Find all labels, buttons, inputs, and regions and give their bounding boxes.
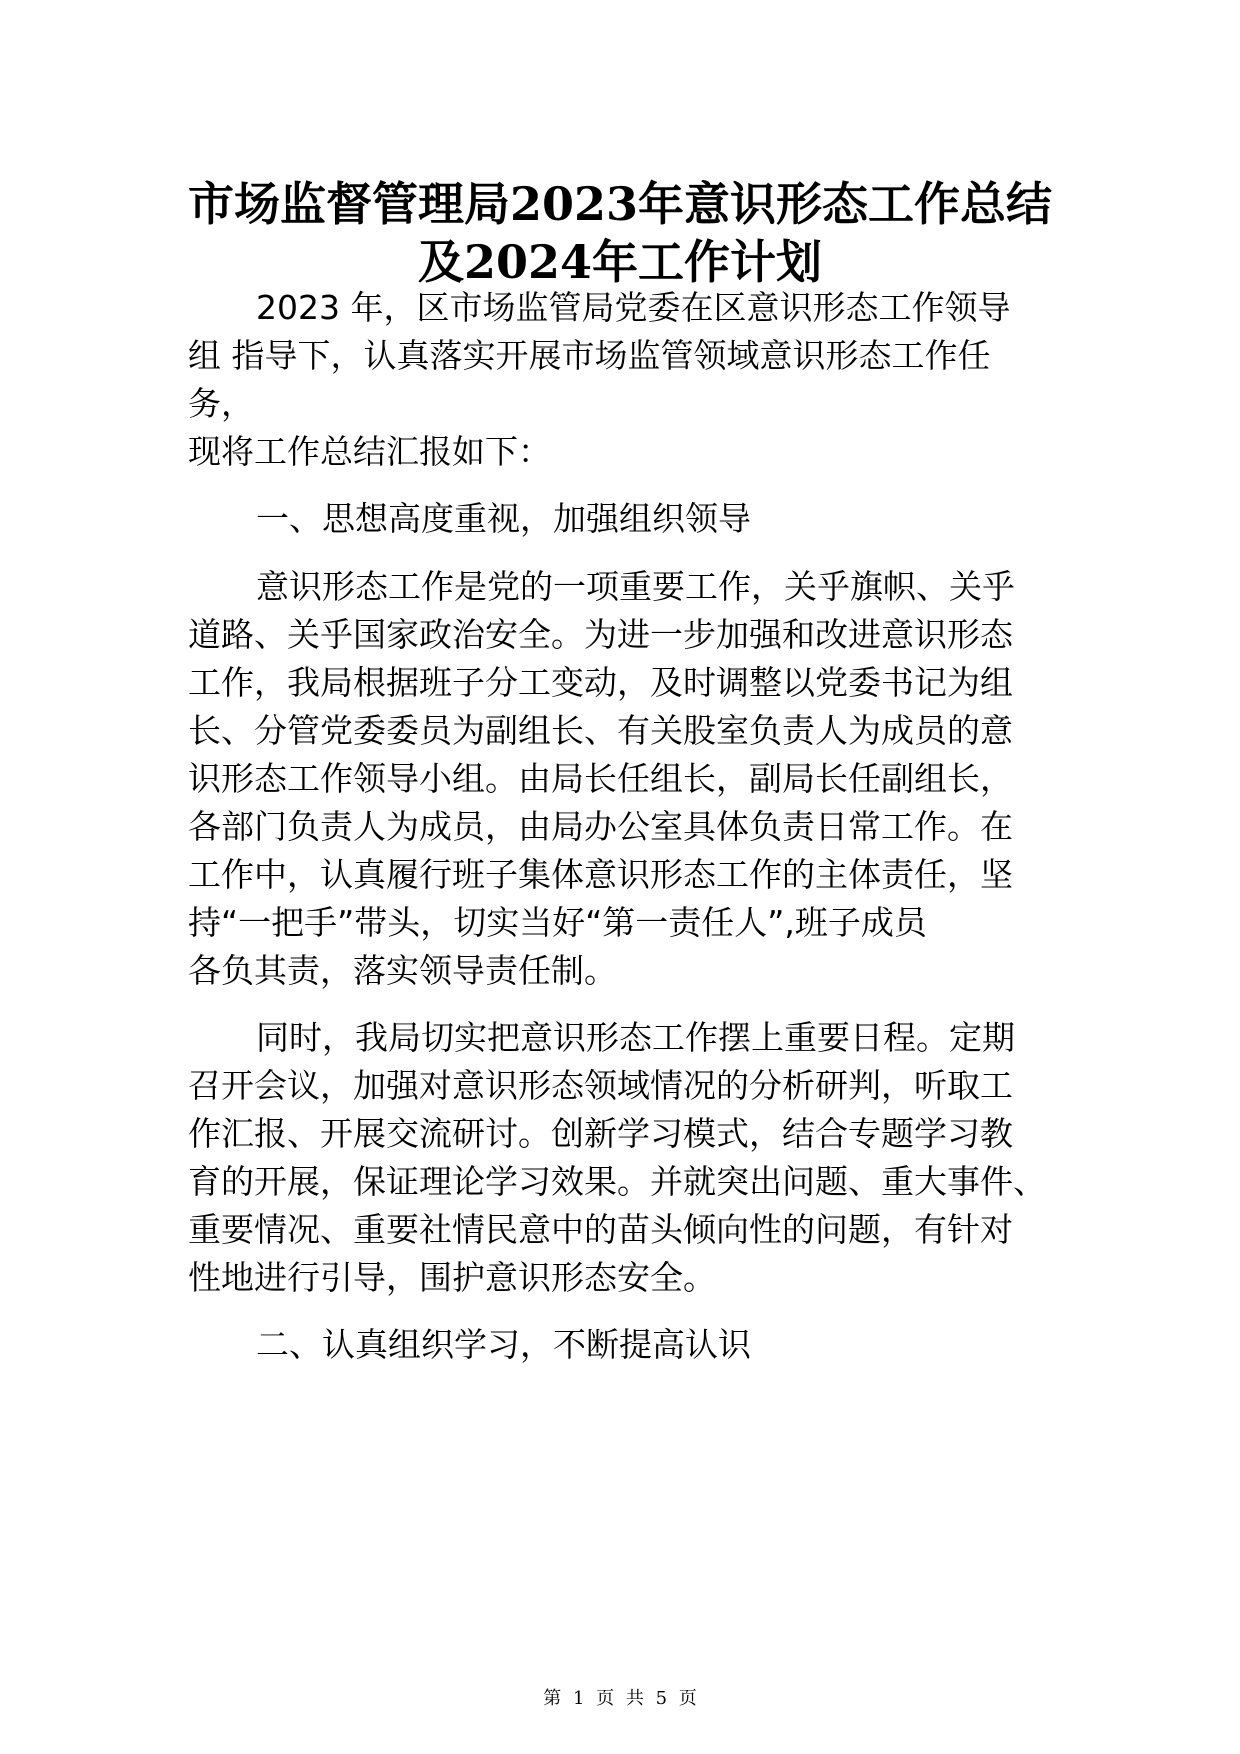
document-title: [150, 175, 1090, 291]
intro-line-2: 组 指导下，认真落实开展市场监管领域意识形态工作任: [188, 336, 991, 375]
para2-line-4: 育的开展，保证理论学习效果。并就突出问题、重大事件、: [188, 1162, 1046, 1201]
para1-line-2: 道路、关乎国家政治安全。为进一步加强和改进意识形态: [188, 615, 1013, 654]
para1-line-3: 工作，我局根据班子分工变动，及时调整以党委书记为组: [188, 663, 1013, 702]
page-footer: 第 1 页 共 5 页: [543, 1688, 697, 1709]
intro-line-1: 2023 年，区市场监管局党委在区意识形态工作领导: [256, 288, 1011, 327]
para2-line-2: 召开会议，加强对意识形态领域情况的分析研判，听取工: [188, 1066, 1013, 1105]
para1-line-7: 工作中，认真履行班子集体意识形态工作的主体责任，坚: [188, 855, 1013, 894]
para1-line-5: 识形态工作领导小组。由局长任组长，副局长任副组长，: [188, 759, 1013, 798]
section-2-heading: 二、认真组织学习，不断提高认识: [256, 1325, 751, 1364]
intro-line-4: 现将工作总结汇报如下：: [188, 432, 551, 471]
para1-line-6: 各部门负责人为成员，由局办公室具体负责日常工作。在: [188, 807, 1013, 846]
para2-line-6: 性地进行引导，围护意识形态安全。: [188, 1258, 716, 1297]
para1-line-9: 各负其责，落实领导责任制。: [188, 951, 617, 990]
para1-line-4: 长、分管党委委员为副组长、有关股室负责人为成员的意: [188, 711, 1013, 750]
para2-line-5: 重要情况、重要社情民意中的苗头倾向性的问题，有针对: [188, 1210, 1013, 1249]
title-line-1: 市场监督管理局2023年意识形态工作总结: [187, 177, 1053, 231]
section-1-heading: 一、思想高度重视，加强组织领导: [256, 499, 751, 538]
para2-line-3: 作汇报、开展交流研讨。创新学习模式，结合专题学习教: [188, 1114, 1013, 1153]
intro-line-3: 务，: [188, 384, 254, 423]
para2-line-1: 同时，我局切实把意识形态工作摆上重要日程。定期: [256, 1018, 1015, 1057]
para1-line-1: 意识形态工作是党的一项重要工作，关乎旗帜、关乎: [256, 567, 1015, 606]
para1-line-8: 持“一把手”带头，切实当好“第一责任人”,班子成员: [188, 903, 927, 942]
title-line-2: 及2024年工作计划: [417, 235, 823, 289]
